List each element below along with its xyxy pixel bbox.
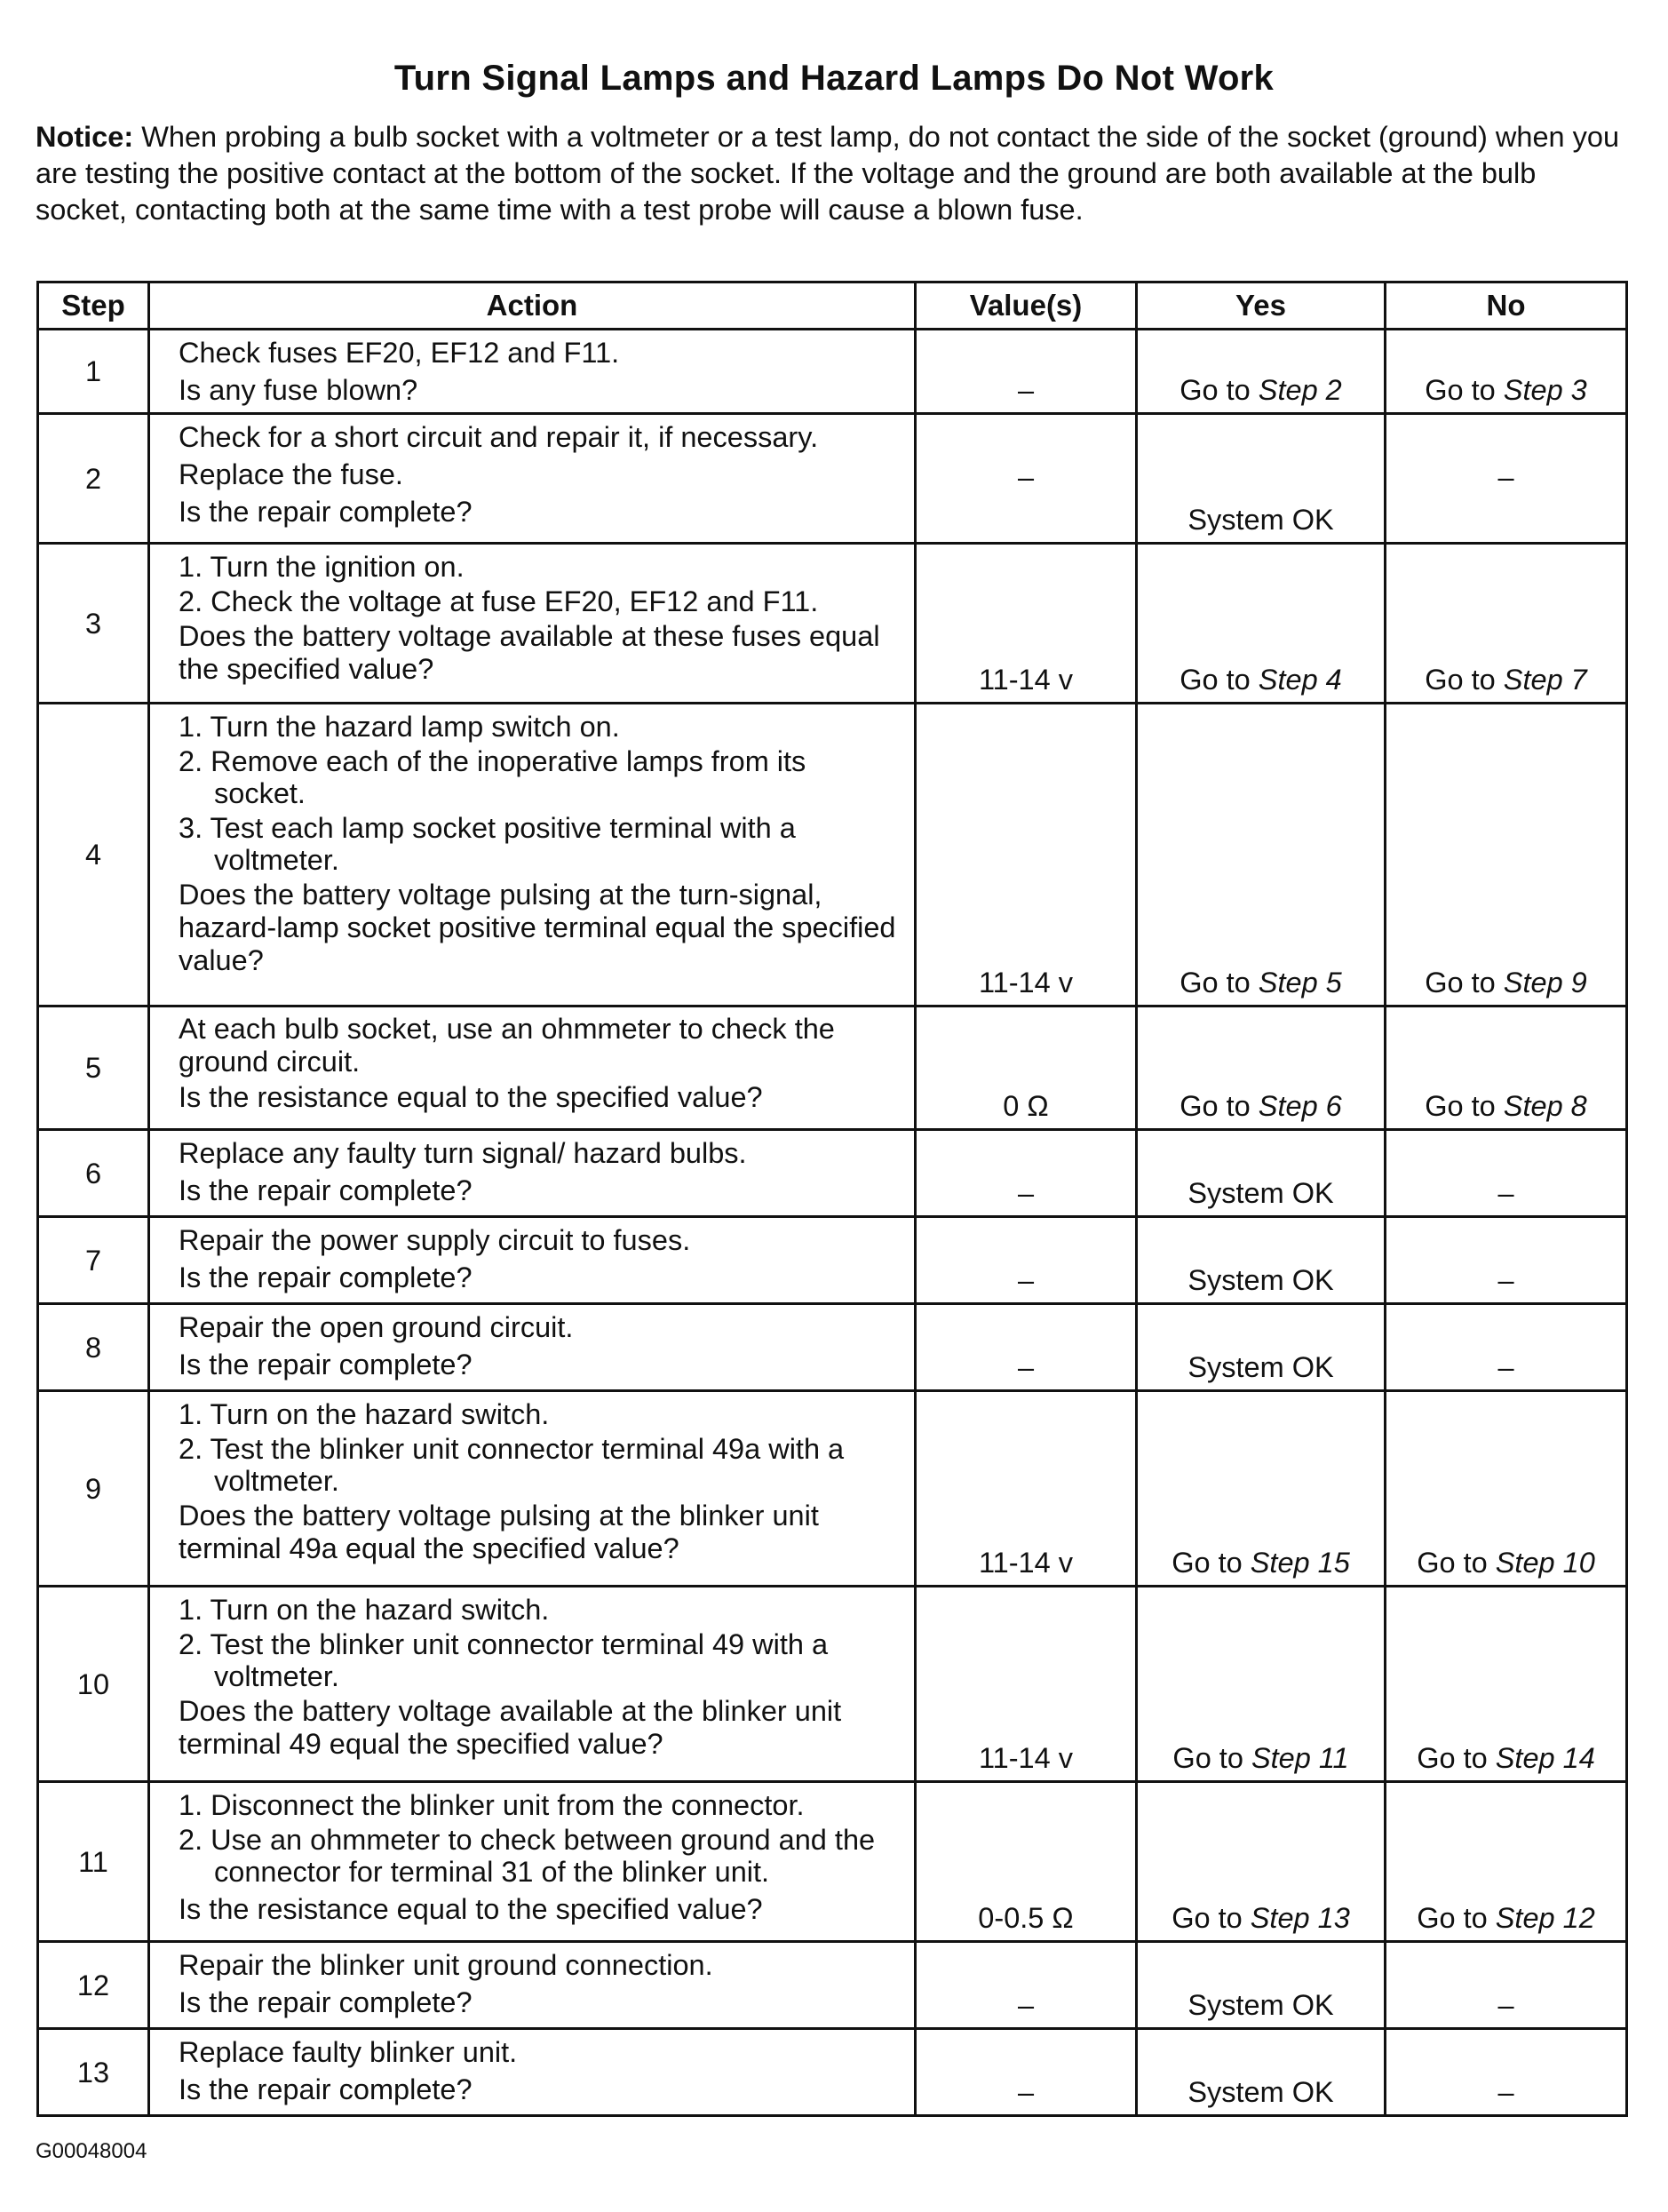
action-text: Repair the power supply circuit to fuses. [179, 1224, 691, 1256]
no-step-reference: Step 7 [1503, 664, 1587, 696]
no-step-reference: Step 8 [1503, 1090, 1587, 1122]
step-number: 11 [38, 1782, 149, 1942]
yes-cell [1137, 544, 1386, 704]
table-body [38, 330, 1627, 2116]
table-header-row [38, 282, 1627, 330]
step-number: 9 [38, 1391, 149, 1587]
table-row [38, 1007, 1627, 1130]
yes-text: Go to [1180, 374, 1259, 406]
step-number: 1 [38, 330, 149, 414]
no-step-reference: Step 10 [1495, 1547, 1595, 1579]
yes-text: System OK [1187, 1351, 1334, 1383]
yes-step-reference: Step 11 [1251, 1742, 1349, 1774]
yes-step-reference: Step 5 [1258, 967, 1342, 999]
header-action: Action [149, 282, 916, 330]
value-cell: 0 Ω [916, 1007, 1137, 1130]
no-cell [1386, 1587, 1627, 1782]
no-cell [1386, 1391, 1627, 1587]
no-text: – [1497, 2076, 1514, 2108]
value-cell: 11-14 v [916, 1587, 1137, 1782]
notice-text: When probing a bulb socket with a voltmeter or a test lamp, do not contact the side of the socket (ground) when you are testing the positive contact at the bottom of the socket. If the voltage and the ground are both available at the bulb socket, contacting both at the same time with a test probe will cause a blown fuse. [36, 121, 1620, 226]
action-text: Check for a short circuit and repair it, if necessary. [179, 421, 819, 453]
step-number: 2 [38, 414, 149, 544]
action-cell [149, 414, 916, 544]
action-cell [149, 544, 916, 704]
yes-cell [1137, 2029, 1386, 2116]
action-text: Replace any faulty turn signal/ hazard bulbs. [179, 1137, 747, 1169]
yes-cell [1137, 1942, 1386, 2029]
value-cell: – [916, 414, 1137, 544]
yes-text: Go to [1180, 1090, 1259, 1122]
yes-text: System OK [1187, 2076, 1334, 2108]
action-text: Does the battery voltage available at the blinker unit terminal 49 equal the specified value? [179, 1695, 842, 1760]
yes-cell [1137, 1304, 1386, 1391]
no-text: Go to [1425, 374, 1504, 406]
yes-text: Go to [1180, 967, 1259, 999]
figure-code: G00048004 [36, 2139, 147, 2163]
action-cell [149, 1130, 916, 1217]
value-cell: – [916, 1942, 1137, 2029]
value-cell: – [916, 2029, 1137, 2116]
step-number: 8 [38, 1304, 149, 1391]
value-cell: 11-14 v [916, 544, 1137, 704]
action-text: Repair the blinker unit ground connection. [179, 1949, 713, 1981]
table-row [38, 1782, 1627, 1942]
yes-text: System OK [1187, 1264, 1334, 1296]
no-text: – [1497, 1264, 1514, 1296]
action-text: Is the repair complete? [179, 1174, 473, 1206]
table-row [38, 704, 1627, 1007]
action-instruction: 1. Turn the ignition on. [179, 551, 465, 583]
action-text: Is the resistance equal to the specified value? [179, 1081, 763, 1113]
action-text: Does the battery voltage available at these fuses equal the specified value? [179, 620, 880, 685]
yes-step-reference: Step 13 [1250, 1902, 1350, 1934]
action-text: Is the repair complete? [179, 1261, 473, 1293]
value-cell: – [916, 1130, 1137, 1217]
step-number: 3 [38, 544, 149, 704]
yes-text: System OK [1187, 1177, 1334, 1209]
no-text: Go to [1417, 1742, 1496, 1774]
table-row [38, 414, 1627, 544]
yes-text: System OK [1187, 1989, 1334, 2021]
yes-cell [1137, 1217, 1386, 1304]
action-text: Repair the open ground circuit. [179, 1311, 574, 1343]
yes-cell [1137, 1130, 1386, 1217]
action-text: Is the resistance equal to the specified value? [179, 1893, 763, 1925]
value-cell: 11-14 v [916, 704, 1137, 1007]
header-step: Step [38, 282, 149, 330]
no-text: Go to [1417, 1902, 1496, 1934]
action-cell [149, 1007, 916, 1130]
notice-label: Notice: [36, 121, 134, 153]
no-text: Go to [1425, 664, 1504, 696]
header-yes: Yes [1137, 282, 1386, 330]
no-text: – [1497, 1989, 1514, 2021]
yes-cell [1137, 330, 1386, 414]
action-cell [149, 1782, 916, 1942]
action-instruction: 1. Turn on the hazard switch. [179, 1594, 550, 1626]
step-number: 7 [38, 1217, 149, 1304]
table-row [38, 1587, 1627, 1782]
action-text: Is the repair complete? [179, 1349, 473, 1381]
action-text: Is the repair complete? [179, 2073, 473, 2105]
table-row [38, 330, 1627, 414]
table-row [38, 1391, 1627, 1587]
yes-cell [1137, 1782, 1386, 1942]
yes-cell [1137, 1007, 1386, 1130]
table-row [38, 2029, 1627, 2116]
action-cell [149, 1587, 916, 1782]
no-cell [1386, 1942, 1627, 2029]
no-cell [1386, 1007, 1627, 1130]
action-text: Check fuses EF20, EF12 and F11. [179, 337, 620, 369]
action-cell [149, 1942, 916, 2029]
table-row [38, 544, 1627, 704]
header-no: No [1386, 282, 1627, 330]
header-values: Value(s) [916, 282, 1137, 330]
step-number: 5 [38, 1007, 149, 1130]
yes-step-reference: Step 15 [1250, 1547, 1350, 1579]
action-instruction: 2. Use an ohmmeter to check between ground and the connector for terminal 31 of the blinker unit. [179, 1824, 876, 1888]
action-text: Replace the fuse. [179, 458, 403, 490]
no-text: – [1497, 1351, 1514, 1383]
value-cell: 11-14 v [916, 1391, 1137, 1587]
action-instruction: 1. Disconnect the blinker unit from the connector. [179, 1789, 805, 1821]
action-text: Is any fuse blown? [179, 374, 418, 406]
step-number: 6 [38, 1130, 149, 1217]
yes-cell [1137, 704, 1386, 1007]
diagnostic-table [36, 281, 1628, 2117]
action-text: Does the battery voltage pulsing at the blinker unit terminal 49a equal the specified value? [179, 1500, 819, 1564]
action-cell [149, 704, 916, 1007]
action-text: Is the repair complete? [179, 496, 473, 528]
no-step-reference: Step 3 [1503, 374, 1587, 406]
action-instruction: 2. Test the blinker unit connector terminal 49 with a voltmeter. [179, 1628, 829, 1692]
yes-cell [1137, 414, 1386, 544]
step-number: 12 [38, 1942, 149, 2029]
action-cell [149, 2029, 916, 2116]
no-cell [1386, 2029, 1627, 2116]
no-text: Go to [1425, 967, 1504, 999]
table-row [38, 1304, 1627, 1391]
action-text: Replace faulty blinker unit. [179, 2036, 518, 2068]
yes-text: System OK [1187, 504, 1334, 536]
action-text: Does the battery voltage pulsing at the turn-signal, hazard-lamp socket positive terminal equal the specified value? [179, 879, 896, 976]
yes-step-reference: Step 6 [1258, 1090, 1342, 1122]
action-instruction: 2. Remove each of the inoperative lamps from its socket. [179, 745, 806, 809]
no-step-reference: Step 9 [1503, 967, 1587, 999]
action-instruction: 3. Test each lamp socket positive terminal with a voltmeter. [179, 812, 796, 876]
action-text: At each bulb socket, use an ohmmeter to check the ground circuit. [179, 1013, 835, 1078]
no-cell [1386, 1782, 1627, 1942]
value-cell: – [916, 1217, 1137, 1304]
yes-text: Go to [1172, 1742, 1251, 1774]
action-cell [149, 1391, 916, 1587]
notice-paragraph [36, 119, 1634, 228]
value-cell: – [916, 330, 1137, 414]
yes-cell [1137, 1587, 1386, 1782]
no-cell [1386, 704, 1627, 1007]
yes-step-reference: Step 2 [1258, 374, 1342, 406]
no-cell [1386, 330, 1627, 414]
step-number: 13 [38, 2029, 149, 2116]
no-cell [1386, 1217, 1627, 1304]
yes-text: Go to [1180, 664, 1259, 696]
no-step-reference: Step 12 [1495, 1902, 1595, 1934]
page-title: Turn Signal Lamps and Hazard Lamps Do Not Work [393, 59, 1275, 98]
no-cell [1386, 544, 1627, 704]
no-step-reference: Step 14 [1495, 1742, 1595, 1774]
action-cell [149, 1304, 916, 1391]
no-text: – [1497, 460, 1514, 493]
yes-text: Go to [1172, 1902, 1251, 1934]
table-row [38, 1130, 1627, 1217]
action-instruction: 1. Turn the hazard lamp switch on. [179, 711, 620, 743]
step-number: 10 [38, 1587, 149, 1782]
action-instruction: 2. Check the voltage at fuse EF20, EF12 and F11. [179, 585, 819, 617]
yes-cell [1137, 1391, 1386, 1587]
no-cell [1386, 1304, 1627, 1391]
value-cell: – [916, 1304, 1137, 1391]
table-row [38, 1217, 1627, 1304]
table-row [38, 1942, 1627, 2029]
action-cell [149, 1217, 916, 1304]
yes-text: Go to [1172, 1547, 1251, 1579]
action-text: Is the repair complete? [179, 1986, 473, 2018]
value-cell: 0-0.5 Ω [916, 1782, 1137, 1942]
no-text: Go to [1417, 1547, 1496, 1579]
no-cell [1386, 1130, 1627, 1217]
action-cell [149, 330, 916, 414]
action-instruction: 2. Test the blinker unit connector terminal 49a with a voltmeter. [179, 1433, 845, 1497]
step-number: 4 [38, 704, 149, 1007]
no-text: – [1497, 1177, 1514, 1209]
action-instruction: 1. Turn on the hazard switch. [179, 1398, 550, 1430]
yes-step-reference: Step 4 [1258, 664, 1342, 696]
no-text: Go to [1425, 1090, 1504, 1122]
no-cell [1386, 414, 1627, 544]
